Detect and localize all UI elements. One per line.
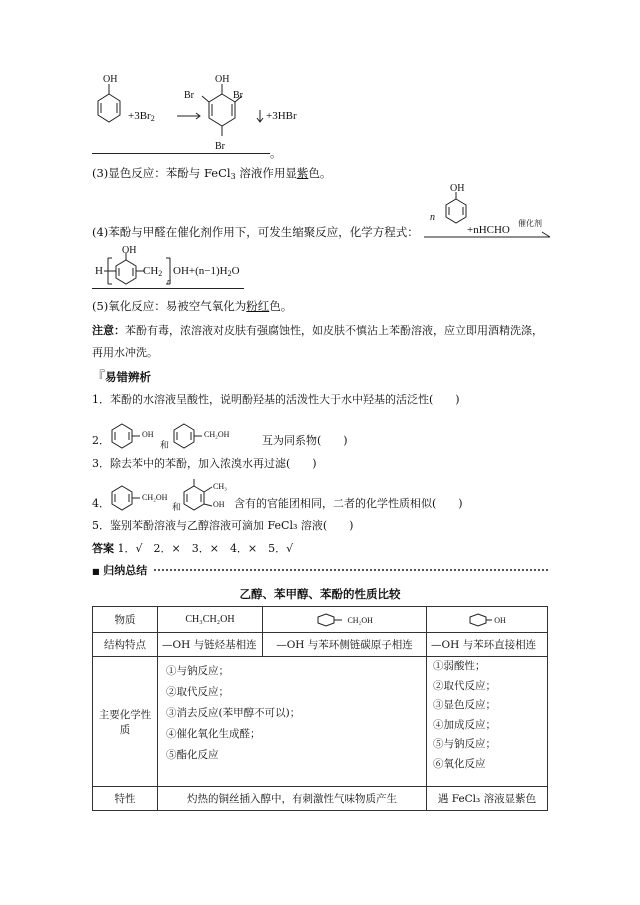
product-rest <box>173 265 240 278</box>
cell-benzyl-alcohol <box>263 607 427 633</box>
bromine-subscript: 2 <box>150 114 155 123</box>
phenol-oh-label: OH <box>103 74 118 85</box>
phenol-ring-icon <box>98 84 120 122</box>
q4-number: 4． <box>92 497 110 510</box>
precipitate-arrow-icon <box>257 110 263 122</box>
props-common <box>158 657 427 787</box>
note-text-1: 苯酚有毒，浓溶液对皮肤有强腐蚀性，如皮肤不慎沾上苯酚溶液，应立即用酒精洗涤， <box>125 324 543 337</box>
item-oxidation <box>92 298 292 314</box>
summary-divider <box>154 569 548 571</box>
prop-common-2: ②取代反应； <box>166 686 229 698</box>
product-n: n <box>167 277 171 286</box>
h2o-o: O <box>231 265 240 277</box>
prop-phenol-5: ⑤与钠反应； <box>433 738 496 750</box>
q2-number: 2． <box>92 434 110 447</box>
structure-ethanol: —OH 与链烃基相连 <box>158 633 263 657</box>
q2-text: 互为同系物( ) <box>262 434 348 447</box>
q4-oh-label: OH <box>213 500 225 509</box>
q2-oh-label: OH <box>142 430 154 439</box>
q4-structures-icon <box>108 476 248 520</box>
product-oh-label: OH <box>215 74 230 85</box>
product-rest-label: OH+(n−1)H <box>173 265 228 277</box>
header-properties <box>93 657 158 787</box>
phenol-table-label: OH <box>494 615 506 625</box>
bromine-label: +3Br <box>128 110 151 122</box>
product-oh: OH <box>122 245 137 256</box>
answers-text: 1．√ 2．× 3．× 4．× 5．√ <box>117 542 294 555</box>
feature-common: 灼热的铜丝插入醇中，有刺激性气味物质产生 <box>158 787 427 811</box>
section-mistakes-title: 易错辨析 <box>105 370 152 384</box>
table-row-substance <box>93 607 548 633</box>
table-row-feature <box>93 787 548 811</box>
br-bottom-label: Br <box>215 141 225 152</box>
question-5: 5．鉴别苯酚溶液与乙醇溶液可滴加 FeCl₃ 溶液( ) <box>92 519 354 532</box>
question-1: 1．苯酚的水溶液呈酸性，说明酚羟基的活泼性大于水中羟基的活泛性( ) <box>92 393 460 406</box>
props-phenol <box>427 657 548 787</box>
prop-phenol-1: ①弱酸性； <box>433 660 486 672</box>
item4-text: (4)苯酚与甲醛在催化剂作用下，可发生缩聚反应，化学方程式： <box>92 225 419 239</box>
item5-end: 色。 <box>269 299 293 313</box>
bullet-icon: ■ <box>92 567 100 576</box>
prop-phenol-6: ⑥氧化反应 <box>433 757 486 770</box>
section-summary-title: 归纳总结 <box>103 564 148 577</box>
answers <box>92 540 293 556</box>
item4-n-label: n <box>430 212 435 223</box>
q4-ch3-label: CH₃ <box>213 482 227 491</box>
header-substance: 物质 <box>93 607 158 633</box>
note-label: 注意： <box>92 324 125 337</box>
feature-phenol: 遇 FeCl₃ 溶液显紫色 <box>427 787 548 811</box>
equation-underline <box>92 153 270 154</box>
item5-highlight: 粉红 <box>246 299 270 313</box>
benzyl-label: CH₂OH <box>347 615 373 625</box>
q4-ch2oh-label: CH₂OH <box>142 493 168 502</box>
prop-common-4: ④催化氧化生成醛； <box>166 728 261 740</box>
structure-phenol: —OH 与苯环直接相连 <box>427 633 548 657</box>
answers-label: 答案 <box>92 542 114 555</box>
prop-common-3: ③消去反应(苯甲醇不可以)； <box>166 707 301 719</box>
item5-prefix: (5)氧化反应：易被空气氧化为 <box>92 299 247 313</box>
header-feature: 特性 <box>93 787 158 811</box>
table-title: 乙醇、苯甲醇、苯酚的性质比较 <box>239 587 401 601</box>
comparison-table <box>92 606 548 811</box>
equation-end-mark: 。 <box>270 146 282 160</box>
item3-end: 色。 <box>308 166 332 180</box>
note-line-2: 再用水冲洗。 <box>92 346 158 359</box>
item3-prefix: (3)显色反应：苯酚与 FeCl <box>92 166 231 180</box>
product-underline <box>92 288 244 289</box>
item3-subscript: 3 <box>230 172 236 181</box>
ch-label: CH <box>143 265 159 277</box>
bracket-open-icon: 『 <box>92 370 106 385</box>
structure-benzyl: —OH 与苯环侧链碳原子相连 <box>263 633 427 657</box>
prop-phenol-3: ③显色反应； <box>433 699 496 711</box>
prop-phenol-4: ④加成反应； <box>433 718 496 731</box>
item4-arrow-icon <box>424 226 552 238</box>
note-line-1 <box>92 322 543 338</box>
cell-phenol <box>427 607 548 633</box>
section-mistakes-header <box>92 366 151 385</box>
prop-common-5: ⑤酯化反应 <box>166 749 219 761</box>
prop-common-1: ①与钠反应； <box>166 665 229 677</box>
q4-and: 和 <box>172 503 182 513</box>
section-summary-header <box>92 562 548 578</box>
item4-hcho: +nHCHO <box>467 224 510 236</box>
item-color-reaction <box>92 165 331 181</box>
item4-catalyst-label: 催化剂 <box>518 219 542 228</box>
table-row-structure <box>93 633 548 657</box>
table-row-properties <box>93 657 548 787</box>
ch2-subscript: 2 <box>158 269 163 278</box>
prop-phenol-2: ②取代反应； <box>433 679 496 692</box>
q2-and: 和 <box>160 441 170 451</box>
product-ch2 <box>143 265 162 278</box>
hbr-product: +3HBr <box>266 110 297 122</box>
br-right-label: Br <box>233 90 243 101</box>
question-3: 3．除去苯中的苯酚，加入浓溴水再过滤( ) <box>92 457 317 470</box>
h2o-subscript: 2 <box>227 269 232 278</box>
header-properties-text: 主要化学性质 <box>98 708 152 736</box>
item4-oh-label: OH <box>450 183 465 194</box>
item3-highlight: 紫 <box>296 166 309 180</box>
q4-text: 含有的官能团相同，二者的化学性质相似( ) <box>234 497 463 510</box>
cell-ethanol: CH₃CH₂OH <box>158 607 263 633</box>
product-h: H <box>95 265 103 277</box>
item3-suffix: 溶液作用显 <box>235 166 297 180</box>
br-left-label: Br <box>184 90 194 101</box>
header-structure: 结构特点 <box>93 633 158 657</box>
q2-ch2oh-label: CH₂OH <box>204 430 230 439</box>
reaction-arrow-icon <box>177 113 200 119</box>
bromine-reagent <box>128 110 155 123</box>
